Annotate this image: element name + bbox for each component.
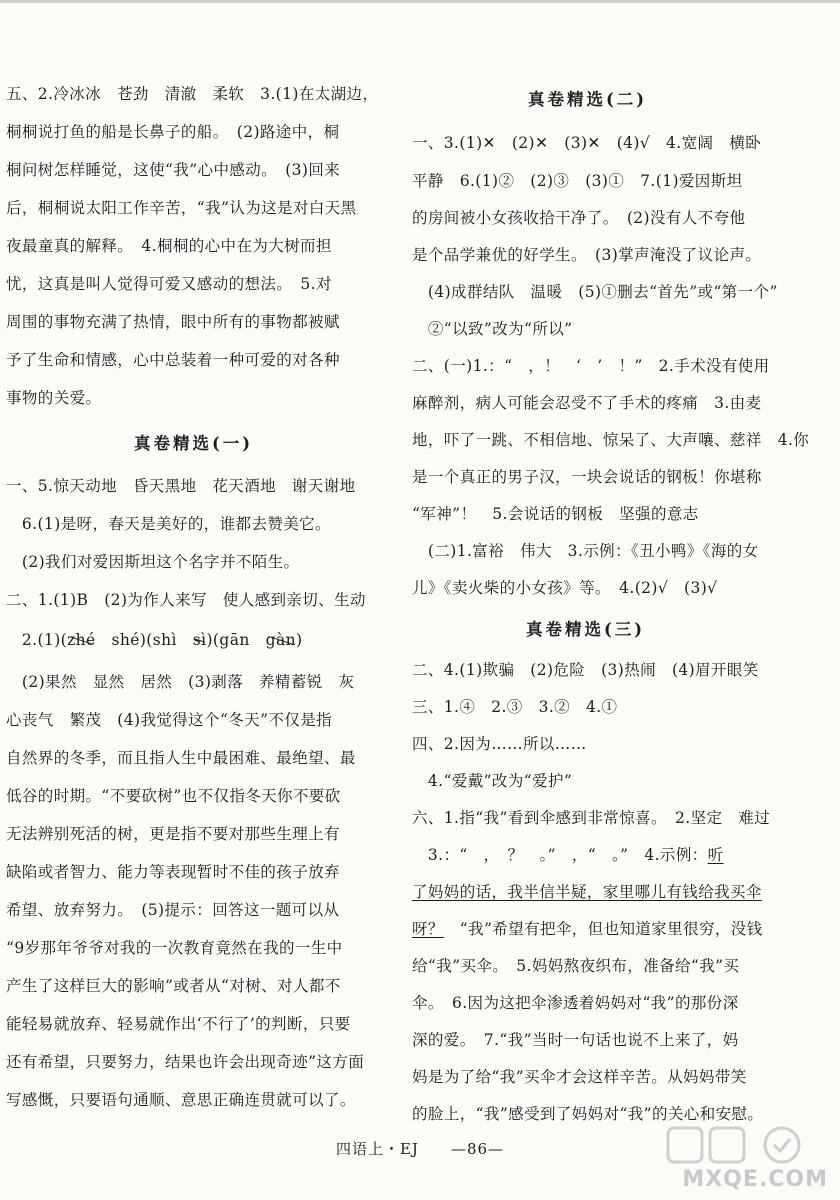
answer-line: 缺陷或者智力、能力等表现暂时不佳的孩子放弃 (6, 863, 340, 881)
answer-line: 妈是为了给“我”买伞才会这样辛苦。从妈妈带笑 (412, 1068, 747, 1086)
answer-line: 三、1.④ 2.③ 3.② 4.① (412, 698, 618, 716)
underlined-text: 了妈妈的话，我半信半疑，家里哪儿有钱给我买伞 (412, 883, 762, 901)
answer-line: “军神”！ 5.会说话的钢板 坚强的意志 (412, 505, 699, 523)
book-code: 四语上・EJ (335, 1140, 419, 1158)
answer-line: 希望、放弃努力。 (5)提示：回答这一题可以从 (6, 901, 340, 919)
section-heading-2: 真卷精选(二) (528, 90, 648, 109)
answer-line: 四、2.因为……所以…… (412, 735, 587, 753)
answer-line: (2)我们对爱因斯坦这个名字并不陌生。 (6, 553, 300, 571)
answer-line: (2)果然 显然 居然 (3)剥落 养精蓄锐 灰 (6, 673, 355, 691)
answer-line: 给“我”买伞。 5.妈妈熬夜织布，准备给“我”买 (412, 957, 740, 975)
watermark (662, 1122, 832, 1192)
underlined-text: 听 (707, 846, 724, 864)
answer-line: 一、5.惊天动地 昏天黑地 花天酒地 谢天谢地 (6, 477, 356, 495)
pinyin-option: shì (152, 631, 177, 649)
answer-line: 桐桐说打鱼的船是长鼻子的船。 (2)路途中，桐 (6, 123, 340, 141)
answer-line: 6.(1)是呀，春天是美好的，谁都去赞美它。 (6, 515, 331, 533)
answer-line: 自然界的冬季，而且指人生中最困难、最绝望、最 (6, 749, 356, 767)
answer-line: 事物的关爱。 (6, 389, 102, 407)
answer-line: 二、1.(1)B (2)为作人来写 使人感到亲切、生动 (6, 591, 366, 609)
answer-line: 还有希望，只要努力，结果也许会出现奇迹”这方面 (6, 1053, 365, 1071)
underlined-text: 呀？ (412, 920, 444, 938)
answer-line: 儿》《卖火柴的小女孩》等。 4.(2)√ (3)√ (412, 579, 718, 597)
watermark-logo-icon (662, 1122, 832, 1170)
answer-line: 夜最童真的解释。 4.桐桐的心中在为大树而担 (6, 237, 332, 255)
section-heading-1: 真卷精选(一) (134, 434, 254, 453)
answer-line: 4.“爱戴”改为“爱护” (412, 772, 573, 790)
answer-line: 的脸上，“我”感受到了妈妈对“我”的关心和安慰。 (412, 1105, 764, 1123)
answer-line: 低谷的时期。“不要砍树”也不仅指冬天你不要砍 (6, 787, 341, 805)
answer-line: “9岁那年爷爷对我的一次教育竟然在我的一生中 (6, 939, 343, 957)
answer-line: 写感慨，只要语句通顺、意思正确连贯就可以了。 (6, 1091, 356, 1109)
answer-line: 周围的事物充满了热情，眼中所有的事物都被赋 (6, 313, 340, 331)
answer-line: 是一个真正的男子汉，一块会说话的钢板！你堪称 (412, 468, 762, 486)
top-border (0, 0, 840, 3)
answer-line: 一、3.(1)✕ (2)✕ (3)✕ (4)√ 4.宽阔 横卧 (412, 134, 762, 152)
answer-line: 平静 6.(1)② (2)③ (3)① 7.(1)爱因斯坦 (412, 172, 743, 190)
answer-line: 心丧气 繁茂 (4)我觉得这个“冬天”不仅是指 (6, 711, 333, 729)
answer-line: (二)1.富裕 伟大 3.示例：《丑小鸭》《海的女 (412, 542, 759, 560)
answer-line: 桐问树怎样睡觉，这使“我”心中感动。 (3)回来 (6, 161, 341, 179)
answer-line: 后，桐桐说太阳工作辛苦，“我”认为这是对白天黑 (6, 199, 357, 217)
answer-line (412, 882, 762, 902)
answer-line: 地，吓了一跳、不相信地、惊呆了、大声嚷、慈祥 4.你 (412, 431, 810, 449)
answer-line: 五、2.冷冰冰 苍劲 清澈 柔软 3.(1)在太湖边， (6, 85, 379, 103)
pinyin-option: gàn (265, 631, 297, 649)
answer-line: 产生了这样巨大的影响”或者从“对树、对人都不 (6, 977, 341, 995)
answer-line: 麻醉剂，病人可能会忍受不了手术的疼痛 3.由麦 (412, 394, 762, 412)
answer-line: 是个品学兼优的好学生。 (3)掌声淹没了议论声。 (412, 246, 762, 264)
pinyin-option: zhé (67, 631, 96, 649)
watermark-text: MXQE.COM (682, 1167, 828, 1192)
answer-line: ②“以致”改为“所以” (412, 320, 573, 338)
pinyin-answer-line: 2.(1)(zhé shé)(shì sì)(gān gàn) (6, 631, 303, 649)
answer-line: 深的爱。 7.“我”当时一句话也说不上来了，妈 (412, 1031, 739, 1049)
answer-line: 六、1.指“我”看到伞感到非常惊喜。 2.坚定 难过 (412, 809, 771, 827)
answer-line: 能轻易就放弃、轻易就作出‘不行了’的判断，只要 (6, 1015, 351, 1033)
answer-line: 二、4.(1)欺骗 (2)危险 (3)热闹 (4)眉开眼笑 (412, 661, 759, 679)
pinyin-option: gān (219, 631, 250, 649)
answer-line: 予了生命和情感，心中总装着一种可爱的对各种 (6, 351, 340, 369)
pinyin-option: shé (111, 631, 140, 649)
answer-line: 无法辨别死活的树，更是指不要对那些生理上有 (6, 825, 340, 843)
answer-line: 呀？ “我”希望有把伞，但也知道家里很穷，没钱 (412, 920, 763, 938)
answer-line: 忧，这真是叫人觉得可爱又感动的想法。 5.对 (6, 275, 332, 293)
answer-line: 的房间被小女孩收拾干净了。 (2)没有人不夸他 (412, 209, 746, 227)
page-number: —86— (450, 1140, 505, 1158)
section-heading-3: 真卷精选(三) (526, 620, 646, 639)
answer-line: 伞。 6.因为这把伞渗透着妈妈对“我”的那份深 (412, 994, 739, 1012)
answer-line: 3.：“ ， ？ 。” ，“ 。” 4.示例：听 (412, 846, 724, 864)
answer-line: 二、(一)1.：“ ，！ ‘ ’ ！” 2.手术没有使用 (412, 357, 770, 375)
answer-line: (4)成群结队 温暖 (5)①删去“首先”或“第一个” (412, 283, 778, 301)
pinyin-option: sì (192, 631, 207, 649)
